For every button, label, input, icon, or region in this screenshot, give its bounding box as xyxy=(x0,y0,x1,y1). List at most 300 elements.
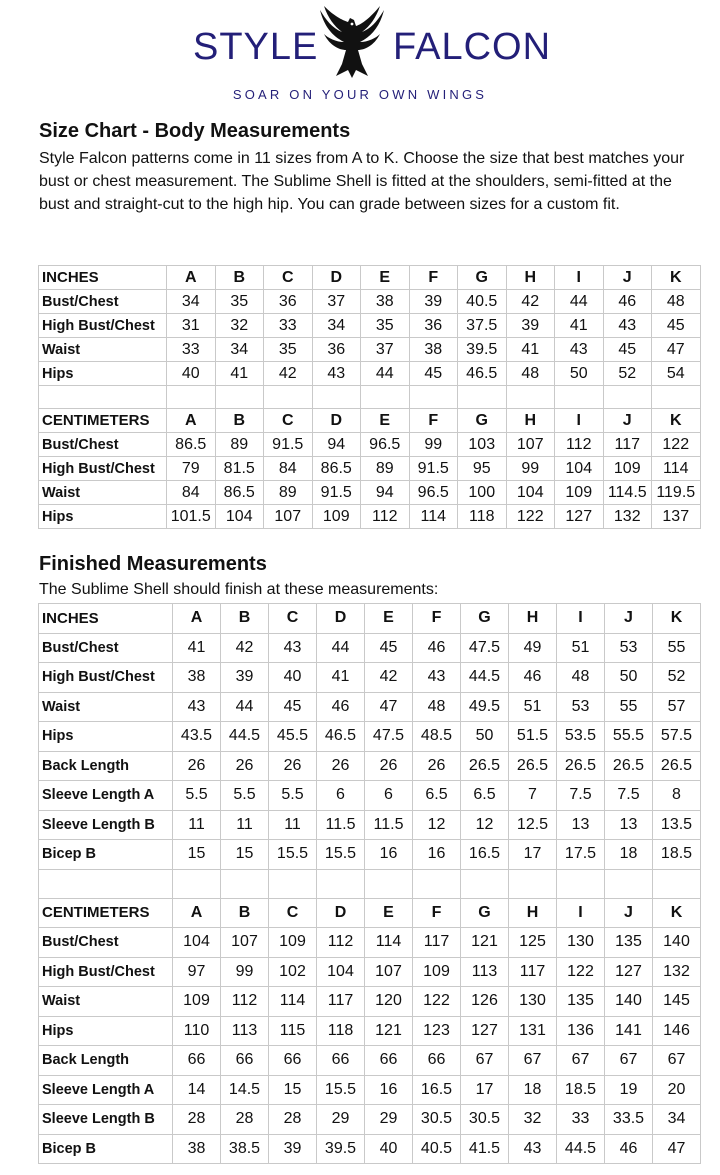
table-cell: 17 xyxy=(509,840,557,870)
table-cell: 43 xyxy=(269,633,317,663)
table-cell: 86.5 xyxy=(215,481,264,505)
table-cell: 91.5 xyxy=(264,433,313,457)
table-cell: 16 xyxy=(413,840,461,870)
section-intro-finished: The Sublime Shell should finish at these measurements: xyxy=(39,581,439,598)
table-cell: 18.5 xyxy=(653,840,701,870)
row-label-cell: Sleeve Length A xyxy=(39,781,173,811)
table-cell: 33 xyxy=(264,314,313,338)
table-cell: 140 xyxy=(605,987,653,1017)
table-cell: 26.5 xyxy=(653,751,701,781)
table-cell: 45.5 xyxy=(269,722,317,752)
table-cell: 48.5 xyxy=(413,722,461,752)
row-label-cell: Bicep B xyxy=(39,1134,173,1164)
table-cell: 55 xyxy=(653,633,701,663)
table-cell: 41.5 xyxy=(461,1134,509,1164)
row-label-cell: Back Length xyxy=(39,1046,173,1076)
table-cell: 107 xyxy=(264,505,313,529)
table-cell: 53 xyxy=(557,692,605,722)
table-cell: 48 xyxy=(557,663,605,693)
size-header-cell: D xyxy=(312,409,361,433)
table-cell: 146 xyxy=(653,1016,701,1046)
table-cell: 99 xyxy=(409,433,458,457)
table-cell: 89 xyxy=(361,457,410,481)
table-cell: 15 xyxy=(269,1075,317,1105)
table-cell: 7.5 xyxy=(605,781,653,811)
table-cell: 91.5 xyxy=(409,457,458,481)
table-cell: 18.5 xyxy=(557,1075,605,1105)
table-cell: 43 xyxy=(413,663,461,693)
row-label-cell: High Bust/Chest xyxy=(39,957,173,987)
size-header-cell: H xyxy=(509,898,557,928)
table-cell: 5.5 xyxy=(221,781,269,811)
size-header-cell: F xyxy=(413,604,461,634)
table-cell: 46.5 xyxy=(458,362,507,386)
table-row xyxy=(39,781,701,811)
table-cell: 57 xyxy=(653,692,701,722)
table-cell: 20 xyxy=(653,1075,701,1105)
table-cell: 141 xyxy=(605,1016,653,1046)
table-cell: 39.5 xyxy=(458,338,507,362)
table-row xyxy=(39,1075,701,1105)
table-cell: 40 xyxy=(167,362,216,386)
table-cell: 107 xyxy=(365,957,413,987)
table-cell: 44 xyxy=(317,633,365,663)
table-cell: 51 xyxy=(509,692,557,722)
table-row xyxy=(39,1016,701,1046)
table-cell: 29 xyxy=(365,1105,413,1135)
table-cell: 28 xyxy=(173,1105,221,1135)
table-cell: 35 xyxy=(215,290,264,314)
table-cell: 89 xyxy=(215,433,264,457)
table-row xyxy=(39,338,701,362)
size-header-cell: D xyxy=(317,898,365,928)
table-cell: 104 xyxy=(317,957,365,987)
table-cell: 45 xyxy=(409,362,458,386)
table-cell: 86.5 xyxy=(167,433,216,457)
table-cell: 19 xyxy=(605,1075,653,1105)
table-cell: 46.5 xyxy=(317,722,365,752)
table-cell: 38 xyxy=(409,338,458,362)
table-cell: 132 xyxy=(653,957,701,987)
table-cell: 50 xyxy=(555,362,604,386)
row-label-cell: High Bust/Chest xyxy=(39,314,167,338)
table-cell: 117 xyxy=(317,987,365,1017)
table-cell: 109 xyxy=(312,505,361,529)
table-cell: 117 xyxy=(413,928,461,958)
table-row xyxy=(39,840,701,870)
table-cell: 31 xyxy=(167,314,216,338)
table-cell: 6.5 xyxy=(413,781,461,811)
size-header-cell: G xyxy=(461,604,509,634)
table-cell: 46 xyxy=(605,1134,653,1164)
size-header-cell: B xyxy=(221,604,269,634)
table-header-row xyxy=(39,604,701,634)
table-cell: 130 xyxy=(509,987,557,1017)
table-cell: 15.5 xyxy=(269,840,317,870)
table-cell: 11 xyxy=(269,810,317,840)
size-header-cell: B xyxy=(215,409,264,433)
row-label-cell: High Bust/Chest xyxy=(39,663,173,693)
size-header-cell: J xyxy=(603,409,652,433)
table-cell: 130 xyxy=(557,928,605,958)
table-cell: 115 xyxy=(269,1016,317,1046)
table-cell: 34 xyxy=(167,290,216,314)
table-cell: 103 xyxy=(458,433,507,457)
table-cell: 38 xyxy=(361,290,410,314)
table-cell: 99 xyxy=(221,957,269,987)
table-cell: 43 xyxy=(603,314,652,338)
table-cell: 94 xyxy=(361,481,410,505)
body-measurements-table xyxy=(38,265,701,529)
table-cell: 48 xyxy=(652,290,701,314)
table-cell: 43 xyxy=(173,692,221,722)
table-cell: 26.5 xyxy=(509,751,557,781)
table-cell: 66 xyxy=(173,1046,221,1076)
table-cell: 14.5 xyxy=(221,1075,269,1105)
table-cell: 43 xyxy=(555,338,604,362)
table-cell: 16 xyxy=(365,1075,413,1105)
table-cell: 112 xyxy=(361,505,410,529)
tagline: SOAR ON YOUR OWN WINGS xyxy=(232,87,488,102)
table-cell: 137 xyxy=(652,505,701,529)
table-cell: 55.5 xyxy=(605,722,653,752)
size-header-cell: A xyxy=(167,266,216,290)
table-cell: 104 xyxy=(555,457,604,481)
table-row xyxy=(39,362,701,386)
table-cell: 132 xyxy=(603,505,652,529)
table-cell: 16 xyxy=(365,840,413,870)
size-header-cell: K xyxy=(652,409,701,433)
table-cell: 30.5 xyxy=(413,1105,461,1135)
table-cell: 26 xyxy=(317,751,365,781)
table-cell: 42 xyxy=(221,633,269,663)
table-cell: 54 xyxy=(652,362,701,386)
size-header-cell: D xyxy=(312,266,361,290)
size-header-cell: K xyxy=(653,604,701,634)
table-cell: 43 xyxy=(509,1134,557,1164)
table-cell: 42 xyxy=(264,362,313,386)
table-cell: 127 xyxy=(605,957,653,987)
row-label-cell: Waist xyxy=(39,987,173,1017)
table-cell: 117 xyxy=(509,957,557,987)
size-header-cell: C xyxy=(264,266,313,290)
table-cell: 6 xyxy=(317,781,365,811)
section-intro-body: Style Falcon patterns come in 11 sizes from A to K. Choose the size that best matches your bust or chest measurement. The Sublime Shell is fitted at the shoulders, semi-fitted at the bust and straight-cut to the high hip. You can grade between sizes for a custom fit. xyxy=(39,150,685,213)
row-label-cell: Bust/Chest xyxy=(39,633,173,663)
table-header-row xyxy=(39,266,701,290)
row-label-cell: Bust/Chest xyxy=(39,928,173,958)
spacer-row xyxy=(39,386,701,409)
table-cell: 114 xyxy=(269,987,317,1017)
table-cell: 122 xyxy=(413,987,461,1017)
table-cell: 38 xyxy=(173,1134,221,1164)
table-cell: 5.5 xyxy=(173,781,221,811)
size-header-cell: I xyxy=(555,409,604,433)
table-cell: 26 xyxy=(413,751,461,781)
table-cell: 52 xyxy=(603,362,652,386)
size-header-cell: B xyxy=(215,266,264,290)
size-header-cell: D xyxy=(317,604,365,634)
table-cell: 35 xyxy=(264,338,313,362)
table-cell: 34 xyxy=(215,338,264,362)
table-cell: 16.5 xyxy=(461,840,509,870)
table-cell: 44.5 xyxy=(461,663,509,693)
table-cell: 39 xyxy=(269,1134,317,1164)
table-cell: 48 xyxy=(506,362,555,386)
falcon-icon xyxy=(318,4,386,80)
table-cell: 104 xyxy=(506,481,555,505)
table-cell: 136 xyxy=(557,1016,605,1046)
table-cell: 15.5 xyxy=(317,840,365,870)
table-cell: 47 xyxy=(653,1134,701,1164)
table-row xyxy=(39,1134,701,1164)
size-header-cell: H xyxy=(506,266,555,290)
table-cell: 44.5 xyxy=(557,1134,605,1164)
table-cell: 113 xyxy=(221,1016,269,1046)
table-cell: 57.5 xyxy=(653,722,701,752)
table-cell: 46 xyxy=(413,633,461,663)
table-cell: 145 xyxy=(653,987,701,1017)
size-header-cell: I xyxy=(557,604,605,634)
table-cell: 42 xyxy=(506,290,555,314)
table-cell: 44 xyxy=(221,692,269,722)
table-row xyxy=(39,692,701,722)
size-header-cell: E xyxy=(361,266,410,290)
table-cell: 43.5 xyxy=(173,722,221,752)
table-cell: 102 xyxy=(269,957,317,987)
table-cell: 89 xyxy=(264,481,313,505)
table-cell: 127 xyxy=(461,1016,509,1046)
table-cell: 79 xyxy=(167,457,216,481)
table-cell: 41 xyxy=(317,663,365,693)
brand-name-right: FALCON xyxy=(393,26,552,68)
table-cell: 109 xyxy=(413,957,461,987)
table-cell: 112 xyxy=(317,928,365,958)
row-label-cell: Sleeve Length B xyxy=(39,1105,173,1135)
table-cell: 18 xyxy=(509,1075,557,1105)
size-header-cell: A xyxy=(173,604,221,634)
table-cell: 126 xyxy=(461,987,509,1017)
table-cell: 49 xyxy=(509,633,557,663)
size-header-cell: B xyxy=(221,898,269,928)
size-header-cell: E xyxy=(365,604,413,634)
size-header-cell: G xyxy=(458,409,507,433)
table-cell: 46 xyxy=(603,290,652,314)
table-cell: 121 xyxy=(365,1016,413,1046)
table-cell: 37 xyxy=(361,338,410,362)
table-row xyxy=(39,722,701,752)
table-cell: 40 xyxy=(365,1134,413,1164)
row-label-cell: Bust/Chest xyxy=(39,433,167,457)
table-cell: 119.5 xyxy=(652,481,701,505)
size-header-cell: K xyxy=(652,266,701,290)
table-cell: 18 xyxy=(605,840,653,870)
table-cell: 52 xyxy=(653,663,701,693)
table-cell: 41 xyxy=(506,338,555,362)
unit-header-cell: INCHES xyxy=(39,266,167,290)
table-cell: 107 xyxy=(506,433,555,457)
table-cell: 122 xyxy=(652,433,701,457)
size-header-cell: G xyxy=(461,898,509,928)
table-cell: 95 xyxy=(458,457,507,481)
row-label-cell: High Bust/Chest xyxy=(39,457,167,481)
row-label-cell: Waist xyxy=(39,692,173,722)
table-cell: 53 xyxy=(605,633,653,663)
table-cell: 6 xyxy=(365,781,413,811)
row-label-cell: Hips xyxy=(39,505,167,529)
table-cell: 112 xyxy=(221,987,269,1017)
size-header-cell: E xyxy=(365,898,413,928)
table-cell: 5.5 xyxy=(269,781,317,811)
table-cell: 36 xyxy=(264,290,313,314)
table-cell: 6.5 xyxy=(461,781,509,811)
table-row xyxy=(39,481,701,505)
table-cell: 14 xyxy=(173,1075,221,1105)
table-cell: 33.5 xyxy=(605,1105,653,1135)
row-label-cell: Hips xyxy=(39,722,173,752)
table-cell: 42 xyxy=(365,663,413,693)
table-row xyxy=(39,1046,701,1076)
table-cell: 110 xyxy=(173,1016,221,1046)
table-row xyxy=(39,314,701,338)
table-cell: 41 xyxy=(173,633,221,663)
table-cell: 12 xyxy=(461,810,509,840)
table-cell: 39 xyxy=(506,314,555,338)
table-cell: 67 xyxy=(509,1046,557,1076)
table-cell: 43 xyxy=(312,362,361,386)
table-cell: 109 xyxy=(269,928,317,958)
table-cell: 49.5 xyxy=(461,692,509,722)
table-cell: 33 xyxy=(557,1105,605,1135)
table-row xyxy=(39,810,701,840)
table-cell: 55 xyxy=(605,692,653,722)
table-cell: 41 xyxy=(555,314,604,338)
table-cell: 11.5 xyxy=(317,810,365,840)
table-cell: 34 xyxy=(312,314,361,338)
table-row xyxy=(39,633,701,663)
size-header-cell: H xyxy=(506,409,555,433)
table-cell: 34 xyxy=(653,1105,701,1135)
table-cell: 109 xyxy=(173,987,221,1017)
table-cell: 15 xyxy=(221,840,269,870)
table-cell: 13.5 xyxy=(653,810,701,840)
table-cell: 48 xyxy=(413,692,461,722)
table-cell: 13 xyxy=(557,810,605,840)
table-cell: 46 xyxy=(509,663,557,693)
table-cell: 51.5 xyxy=(509,722,557,752)
section-title-finished: Finished Measurements xyxy=(39,553,267,575)
table-cell: 84 xyxy=(167,481,216,505)
table-cell: 125 xyxy=(509,928,557,958)
table-cell: 30.5 xyxy=(461,1105,509,1135)
table-header-row xyxy=(39,409,701,433)
size-header-cell: E xyxy=(361,409,410,433)
finished-measurements-table xyxy=(38,603,701,1164)
table-cell: 101.5 xyxy=(167,505,216,529)
table-cell: 11.5 xyxy=(365,810,413,840)
table-cell: 114 xyxy=(409,505,458,529)
table-cell: 47 xyxy=(652,338,701,362)
table-cell: 26.5 xyxy=(557,751,605,781)
row-label-cell: Sleeve Length A xyxy=(39,1075,173,1105)
table-cell: 67 xyxy=(653,1046,701,1076)
table-cell: 26 xyxy=(365,751,413,781)
size-header-cell: A xyxy=(173,898,221,928)
row-label-cell: Back Length xyxy=(39,751,173,781)
table-cell: 7 xyxy=(509,781,557,811)
section-title-body: Size Chart - Body Measurements xyxy=(39,120,351,142)
table-row xyxy=(39,957,701,987)
table-cell: 26.5 xyxy=(461,751,509,781)
size-header-cell: F xyxy=(409,266,458,290)
table-cell: 67 xyxy=(605,1046,653,1076)
table-cell: 66 xyxy=(221,1046,269,1076)
table-cell: 100 xyxy=(458,481,507,505)
table-cell: 123 xyxy=(413,1016,461,1046)
table-cell: 8 xyxy=(653,781,701,811)
table-cell: 26 xyxy=(221,751,269,781)
row-label-cell: Bicep B xyxy=(39,840,173,870)
table-cell: 66 xyxy=(365,1046,413,1076)
table-cell: 37.5 xyxy=(458,314,507,338)
row-label-cell: Hips xyxy=(39,362,167,386)
table-cell: 40.5 xyxy=(458,290,507,314)
table-cell: 44 xyxy=(555,290,604,314)
table-cell: 45 xyxy=(603,338,652,362)
table-cell: 67 xyxy=(461,1046,509,1076)
table-cell: 45 xyxy=(652,314,701,338)
unit-header-cell: CENTIMETERS xyxy=(39,898,173,928)
table-cell: 118 xyxy=(458,505,507,529)
table-cell: 131 xyxy=(509,1016,557,1046)
table-cell: 41 xyxy=(215,362,264,386)
table-cell: 40 xyxy=(269,663,317,693)
table-cell: 66 xyxy=(269,1046,317,1076)
table-cell: 7.5 xyxy=(557,781,605,811)
table-cell: 39 xyxy=(221,663,269,693)
table-cell: 47.5 xyxy=(365,722,413,752)
table-cell: 32 xyxy=(509,1105,557,1135)
table-cell: 121 xyxy=(461,928,509,958)
table-row xyxy=(39,505,701,529)
size-header-cell: H xyxy=(509,604,557,634)
table-cell: 38.5 xyxy=(221,1134,269,1164)
table-cell: 109 xyxy=(603,457,652,481)
table-cell: 36 xyxy=(409,314,458,338)
table-cell: 84 xyxy=(264,457,313,481)
table-cell: 120 xyxy=(365,987,413,1017)
table-cell: 104 xyxy=(173,928,221,958)
row-label-cell: Waist xyxy=(39,481,167,505)
table-cell: 36 xyxy=(312,338,361,362)
table-cell: 114.5 xyxy=(603,481,652,505)
table-cell: 26.5 xyxy=(605,751,653,781)
size-header-cell: G xyxy=(458,266,507,290)
table-cell: 26 xyxy=(269,751,317,781)
table-cell: 16.5 xyxy=(413,1075,461,1105)
table-cell: 12.5 xyxy=(509,810,557,840)
table-cell: 47 xyxy=(365,692,413,722)
table-cell: 11 xyxy=(173,810,221,840)
table-cell: 67 xyxy=(557,1046,605,1076)
table-cell: 11 xyxy=(221,810,269,840)
table-cell: 44 xyxy=(361,362,410,386)
size-header-cell: J xyxy=(603,266,652,290)
table-cell: 109 xyxy=(555,481,604,505)
table-cell: 45 xyxy=(365,633,413,663)
table-cell: 99 xyxy=(506,457,555,481)
table-row xyxy=(39,457,701,481)
